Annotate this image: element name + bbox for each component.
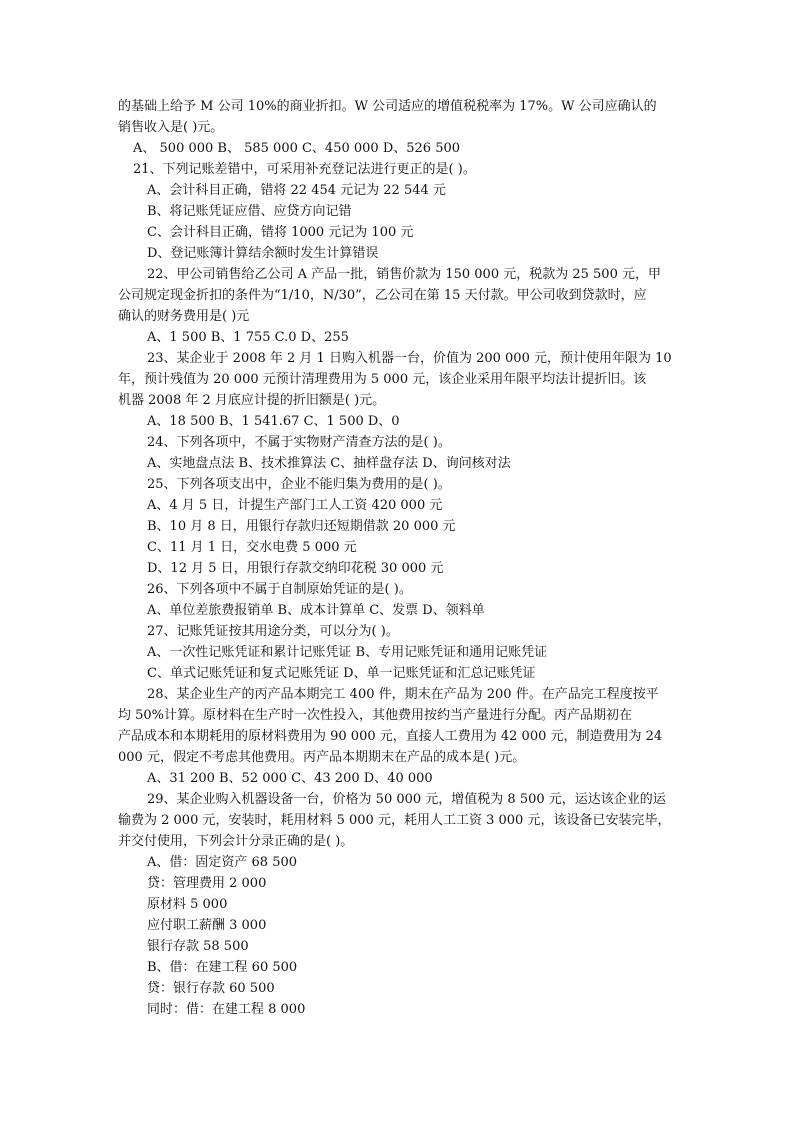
answer-options: A、单位差旅费报销单 B、成本计算单 C、发票 D、领料单 — [147, 603, 485, 618]
text-line: 并交付使用，下列会计分录正确的是( )。 — [118, 834, 354, 849]
question-21: 21、下列记账差错中，可采用补充登记法进行更正的是( )。 — [133, 162, 476, 177]
text-line: 年，预计残值为 20 000 元预计清理费用为 5 000 元，该企业采用年限平均法计提折旧。该 — [118, 372, 647, 387]
question-29: 29、某企业购入机器设备一台，价格为 50 000 元，增值税为 8 500 元，运达该企业的运 — [147, 792, 666, 807]
journal-entry: B、借：在建工程 60 500 — [147, 960, 298, 975]
option-line: C、11 月 1 日，交水电费 5 000 元 — [147, 540, 357, 555]
text-line: 产品成本和本期耗用的原材料费用为 90 000 元，直接人工费用为 42 000 元，制造费用为 24 — [118, 729, 663, 744]
option-line: B、将记账凭证应借、应贷方向记错 — [147, 204, 352, 219]
question-22: 22、甲公司销售给乙公司 A 产品一批，销售价款为 150 000 元，税款为 25 500 元，甲 — [147, 267, 661, 282]
answer-options: A、31 200 B、52 000 C、43 200 D、40 000 — [147, 771, 433, 786]
text-line: 均 50%计算。原材料在生产时一次性投入，其他费用按约当产量进行分配。丙产品期初在 — [118, 708, 633, 723]
answer-options: A、1 500 B、1 755 C.0 D、255 — [147, 330, 349, 345]
question-27: 27、记账凭证按其用途分类，可以分为( )。 — [147, 624, 399, 639]
journal-entry: 银行存款 58 500 — [147, 939, 249, 954]
question-28: 28、某企业生产的丙产品本期完工 400 件，期末在产品为 200 件。在产品完工程度按平 — [147, 687, 659, 702]
answer-options: A、实地盘点法 B、技术推算法 C、抽样盘存法 D、询问核对法 — [147, 456, 511, 471]
text-line: 000 元，假定不考虑其他费用。丙产品本期期末在产品的成本是( )元。 — [118, 750, 526, 765]
journal-entry: 原材料 5 000 — [147, 897, 228, 912]
journal-entry: 应付职工薪酬 3 000 — [147, 918, 267, 933]
option-line: A、会计科目正确，错将 22 454 元记为 22 544 元 — [147, 183, 446, 198]
journal-entry: 贷：银行存款 60 500 — [147, 981, 275, 996]
question-24: 24、下列各项中，不属于实物财产清查方法的是( )。 — [147, 435, 451, 450]
text-line: 的基础上给予 M 公司 10%的商业折扣。W 公司适应的增值税税率为 17%。W 公司应确认的 — [118, 99, 657, 114]
option-line: C、单式记账凭证和复式记账凭证 D、单一记账凭证和汇总记账凭证 — [147, 666, 536, 681]
question-25: 25、下列各项支出中，企业不能归集为费用的是( )。 — [147, 477, 451, 492]
question-23: 23、某企业于 2008 年 2 月 1 日购入机器一台，价值为 200 000 元，预计使用年限为 10 — [147, 351, 672, 366]
journal-entry: A、借：固定资产 68 500 — [147, 855, 298, 870]
option-line: B、10 月 8 日，用银行存款归还短期借款 20 000 元 — [147, 519, 456, 534]
option-line: A、一次性记账凭证和累计记账凭证 B、专用记账凭证和通用记账凭证 — [147, 645, 548, 660]
option-line: A、4 月 5 日，计提生产部门工人工资 420 000 元 — [147, 498, 443, 513]
question-26: 26、下列各项中不属于自制原始凭证的是( )。 — [147, 582, 412, 597]
journal-entry: 贷：管理费用 2 000 — [147, 876, 267, 891]
option-line: C、会计科目正确，错将 1000 元记为 100 元 — [147, 225, 414, 240]
text-line: 销售收入是( )元。 — [118, 120, 224, 135]
option-line: D、登记账簿计算结余额时发生计算错误 — [147, 246, 379, 261]
text-line: 输费为 2 000 元，安装时，耗用材料 5 000 元，耗用人工工资 3 000 元，该设备已安装完毕， — [118, 813, 671, 828]
answer-options: A、18 500 B、1 541.67 C、1 500 D、0 — [147, 414, 400, 429]
text-line: 公司规定现金折扣的条件为“1/10，N/30”，乙公司在第 15 天付款。甲公司收到贷款时，应 — [118, 288, 647, 303]
option-line: D、12 月 5 日，用银行存款交纳印花税 30 000 元 — [147, 561, 444, 576]
journal-entry: 同时：借：在建工程 8 000 — [147, 1002, 306, 1017]
text-line: 机器 2008 年 2 月底应计提的折旧额是( )元。 — [118, 393, 386, 408]
answer-options: A、 500 000 B、 585 000 C、450 000 D、526 500 — [133, 141, 461, 156]
text-line: 确认的财务费用是( )元 — [118, 309, 250, 324]
